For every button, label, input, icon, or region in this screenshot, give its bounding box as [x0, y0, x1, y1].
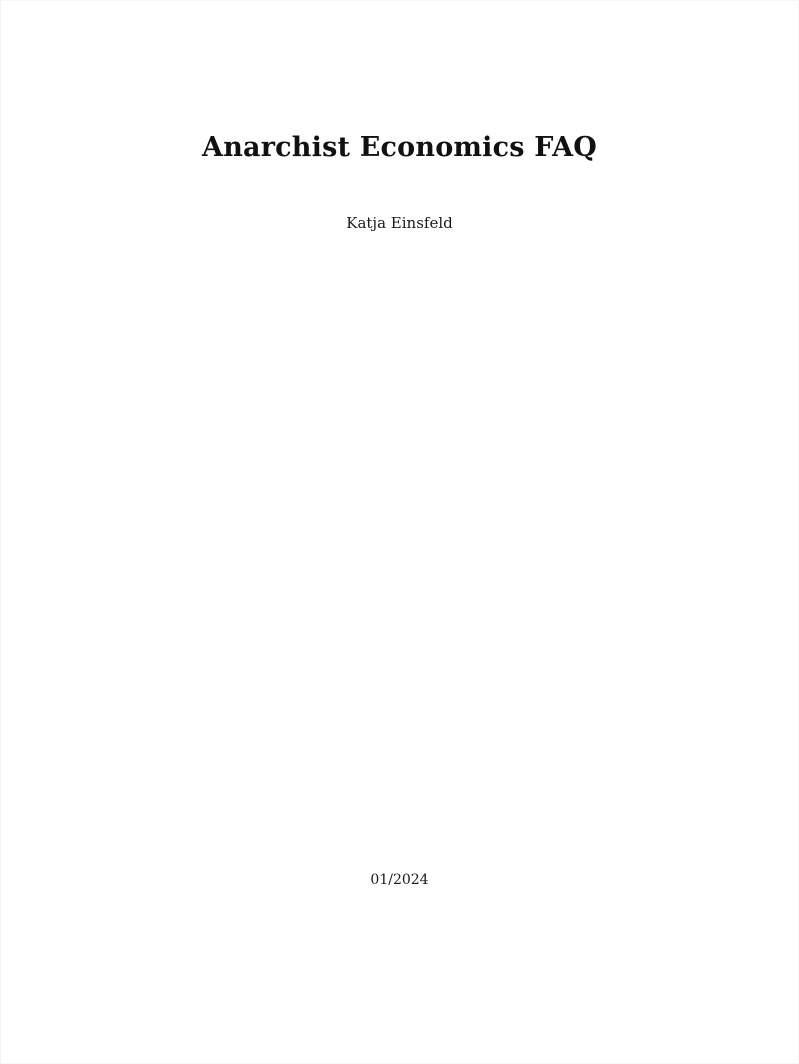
title-block: [0, 132, 799, 164]
publication-date: 01/2024: [370, 872, 429, 888]
date-block: [0, 871, 799, 889]
author-block: [0, 214, 799, 234]
author-name: Katja Einsfeld: [346, 214, 453, 232]
page-title: Anarchist Economics FAQ: [202, 132, 597, 163]
